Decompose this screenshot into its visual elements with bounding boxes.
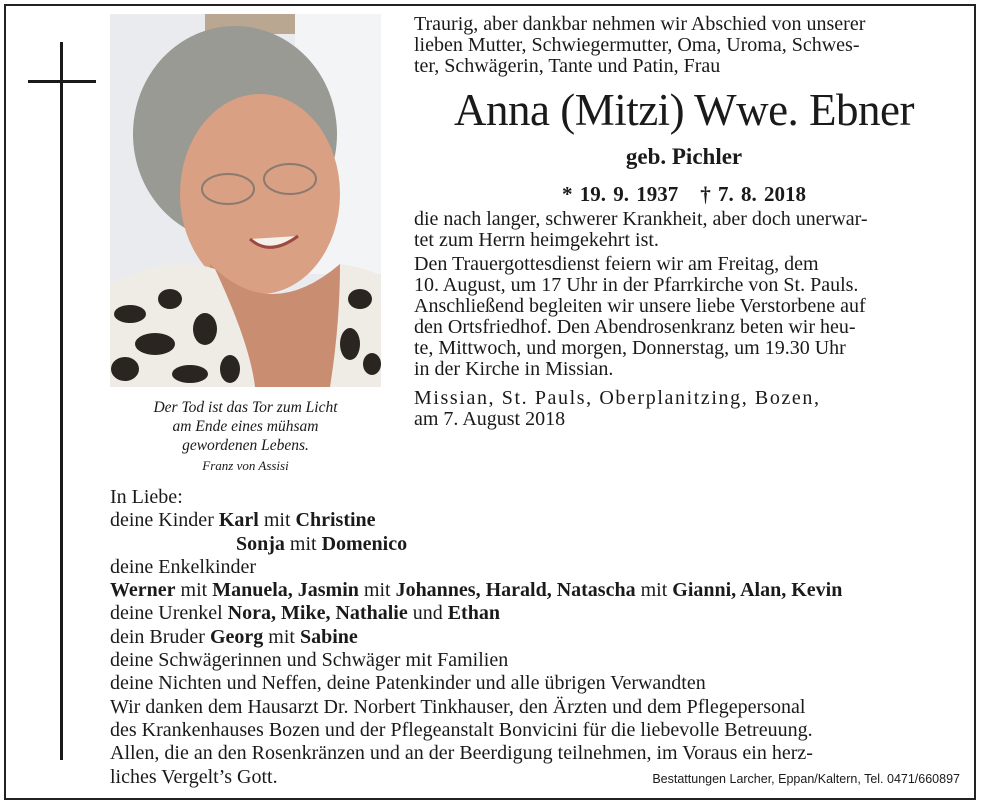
brother-line xyxy=(110,626,960,649)
deceased-name: Anna (Mitzi) Wwe. Ebner xyxy=(453,85,914,135)
great-grandchild-name: Ethan xyxy=(447,602,500,625)
great-grandchildren-line xyxy=(110,602,960,625)
grandchildren-line xyxy=(110,579,960,602)
family-heading: In Liebe: xyxy=(110,486,183,508)
thanks-line: des Krankenhauses Bozen und der Pflegeanstalt Bonvicini für die liebevolle Betreuung. xyxy=(110,718,813,741)
children-line xyxy=(110,509,960,532)
thanks-line: Allen, die an den Rosenkränzen und an der Beerdigung teilnehmen, im Voraus ein herz- xyxy=(110,742,813,765)
quote-line: gewordenen Lebens. xyxy=(182,437,309,454)
grandchild-name: Johannes, Harald, Natascha xyxy=(395,579,636,602)
child-name: Sonja xyxy=(236,532,285,555)
date-line: am 7. August 2018 xyxy=(414,408,566,430)
grandchild-name: Manuela, Jasmin xyxy=(212,579,359,602)
great-grandchildren-label: deine Urenkel xyxy=(110,602,228,625)
grandchild-name: Werner xyxy=(110,579,176,602)
connector: mit xyxy=(263,625,300,648)
partner-name: Christine xyxy=(295,509,376,532)
quote-block xyxy=(110,398,381,477)
relatives-line: deine Nichten und Neffen, deine Patenkinder und alle übrigen Verwandten xyxy=(110,672,706,695)
grandchild-name: Gianni, Alan, Kevin xyxy=(672,579,843,602)
service-text xyxy=(414,254,954,380)
announcement xyxy=(414,14,954,430)
connector: mit xyxy=(175,579,213,602)
text-line: 10. August, um 17 Uhr in der Pfarrkirche von St. Pauls. xyxy=(414,274,859,296)
brother-label: dein Bruder xyxy=(110,625,210,648)
maiden-name: geb. Pichler xyxy=(625,144,743,169)
grandchildren-label: deine Enkelkinder xyxy=(110,555,257,578)
illness-text xyxy=(414,209,954,251)
inlaws-line: deine Schwägerinnen und Schwäger mit Familien xyxy=(110,649,509,672)
children-label: deine Kinder xyxy=(110,509,219,532)
brother-name: Georg xyxy=(209,625,264,648)
text-line: tet zum Herrn heimgekehrt ist. xyxy=(414,229,659,251)
text-line: die nach langer, schwerer Krankheit, aber doch unerwar- xyxy=(414,208,868,230)
closing-line xyxy=(110,766,960,791)
text-line: in der Kirche in Missian. xyxy=(414,358,614,380)
thanks-line: Wir danken dem Hausarzt Dr. Norbert Tinkhauser, den Ärzten und dem Pflegepersonal xyxy=(110,695,806,718)
connector: mit xyxy=(284,532,322,555)
family-list xyxy=(110,486,960,791)
quote-line: Der Tod ist das Tor zum Licht xyxy=(153,399,338,416)
child-name: Karl xyxy=(218,509,259,532)
cross-bar xyxy=(28,80,96,83)
intro-line: lieben Mutter, Schwiegermutter, Oma, Uroma, Schwes- xyxy=(414,34,860,56)
intro-text xyxy=(414,14,954,77)
partner-name: Domenico xyxy=(321,532,408,555)
life-dates xyxy=(414,183,954,205)
connector: mit xyxy=(358,579,396,602)
funeral-home-credit: Bestattungen Larcher, Eppan/Kaltern, Tel. 0471/660897 xyxy=(652,771,960,786)
children-line xyxy=(110,533,960,556)
places-line: Missian, St. Pauls, Oberplanitzing, Bozen, xyxy=(414,387,821,409)
connector: mit xyxy=(635,579,673,602)
cross-icon xyxy=(60,42,63,760)
text-line: Den Trauergottesdienst feiern wir am Freitag, dem xyxy=(414,253,819,275)
intro-line: ter, Schwägerin, Tante und Patin, Frau xyxy=(414,55,721,77)
death-date: † 7. 8. 2018 xyxy=(700,182,806,206)
quote-author: Franz von Assisi xyxy=(202,458,289,473)
connector: und xyxy=(407,602,448,625)
intro-line: Traurig, aber dankbar nehmen wir Abschied von unserer xyxy=(414,13,866,35)
text-line: te, Mittwoch, und morgen, Donnerstag, um 19.30 Uhr xyxy=(414,337,846,359)
portrait-photo xyxy=(110,14,381,387)
partner-name: Sabine xyxy=(299,625,358,648)
text-line: den Ortsfriedhof. Den Abendrosenkranz beten wir heu- xyxy=(414,316,856,338)
text-line: Anschließend begleiten wir unsere liebe Verstorbene auf xyxy=(414,295,866,317)
thanks-line: liches Vergelt’s Gott. xyxy=(110,765,278,788)
connector: mit xyxy=(258,509,296,532)
birth-date: * 19. 9. 1937 xyxy=(562,182,679,206)
great-grandchild-names: Nora, Mike, Nathalie xyxy=(227,602,408,625)
quote-line: am Ende eines mühsam xyxy=(172,418,319,435)
